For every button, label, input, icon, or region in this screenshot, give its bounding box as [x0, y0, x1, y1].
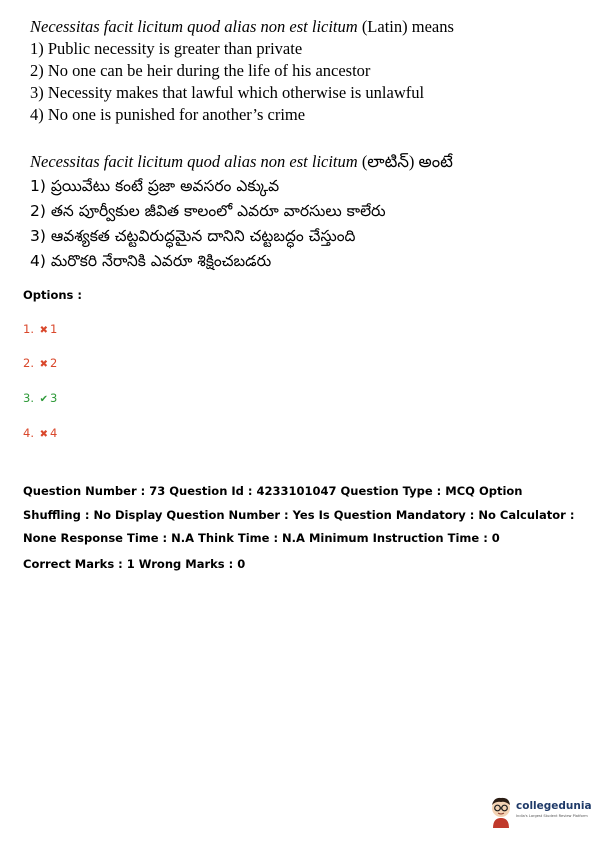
answer-option-value: 1	[50, 322, 58, 336]
marks-info: Correct Marks : 1 Wrong Marks : 0	[23, 557, 246, 571]
question-title-rest-telugu: (లాటిన్) అంటే	[357, 152, 453, 171]
answer-option-number: 1.	[23, 322, 34, 336]
answer-option-value: 3	[50, 391, 58, 405]
question-english	[30, 16, 570, 126]
question-option-telugu-2: 2) తన పూర్వీకుల జీవిత కాలంలో ఎవరూ వారసులు కాలేరు	[30, 202, 386, 220]
check-icon: ✔	[39, 394, 49, 405]
question-title-rest: (Latin) means	[357, 17, 454, 36]
mascot-icon	[488, 796, 514, 828]
answer-option-4	[23, 426, 57, 440]
answer-option-2	[23, 356, 57, 370]
logo-text: collegedunia	[516, 800, 592, 812]
logo-tagline: India's Largest Student Review Platform	[516, 814, 588, 818]
answer-option-number: 3.	[23, 391, 34, 405]
cross-icon: ✖	[39, 359, 49, 370]
question-option-english-4: 4) No one is punished for another’s crime	[30, 105, 306, 124]
collegedunia-logo	[488, 796, 592, 830]
question-title-telugu	[30, 150, 570, 174]
answer-option-number: 2.	[23, 356, 34, 370]
question-option-english-2: 2) No one can be heir during the life of his ancestor	[30, 61, 371, 80]
cross-icon: ✖	[39, 429, 49, 440]
cross-icon: ✖	[39, 325, 49, 336]
answer-option-1	[23, 322, 57, 336]
answer-option-value: 2	[50, 356, 58, 370]
question-option-telugu-3: 3) ఆవశ్యకత చట్టవిరుద్ధమైన దానిని చట్టబద్ధం చేస్తుంది	[30, 227, 356, 245]
options-label: Options :	[23, 288, 82, 302]
answer-option-value: 4	[50, 426, 58, 440]
question-option-english-1: 1) Public necessity is greater than private	[30, 39, 303, 58]
latin-phrase-telugu: Necessitas facit licitum quod alias non est licitum	[30, 152, 358, 171]
latin-phrase: Necessitas facit licitum quod alias non est licitum	[30, 17, 358, 36]
question-option-telugu-4: 4) మరొకరి నేరానికి ఎవరూ శిక్షించబడరు	[30, 252, 272, 270]
answer-option-3	[23, 391, 57, 405]
question-title-english	[30, 16, 570, 38]
question-option-english-3: 3) Necessity makes that lawful which otherwise is unlawful	[30, 83, 425, 102]
question-metadata: Question Number : 73 Question Id : 4233101047 Question Type : MCQ Option Shuffling : No Display Question Number : Yes Is Question Mandatory : No Calculator : None Response Time : N.A Think Time : N.A Minimum Instruction Time : 0	[23, 484, 575, 545]
question-option-telugu-1: 1) ప్రయివేటు కంటే ప్రజా అవసరం ఎక్కువ	[30, 177, 280, 195]
question-telugu	[30, 150, 570, 274]
answer-option-number: 4.	[23, 426, 34, 440]
